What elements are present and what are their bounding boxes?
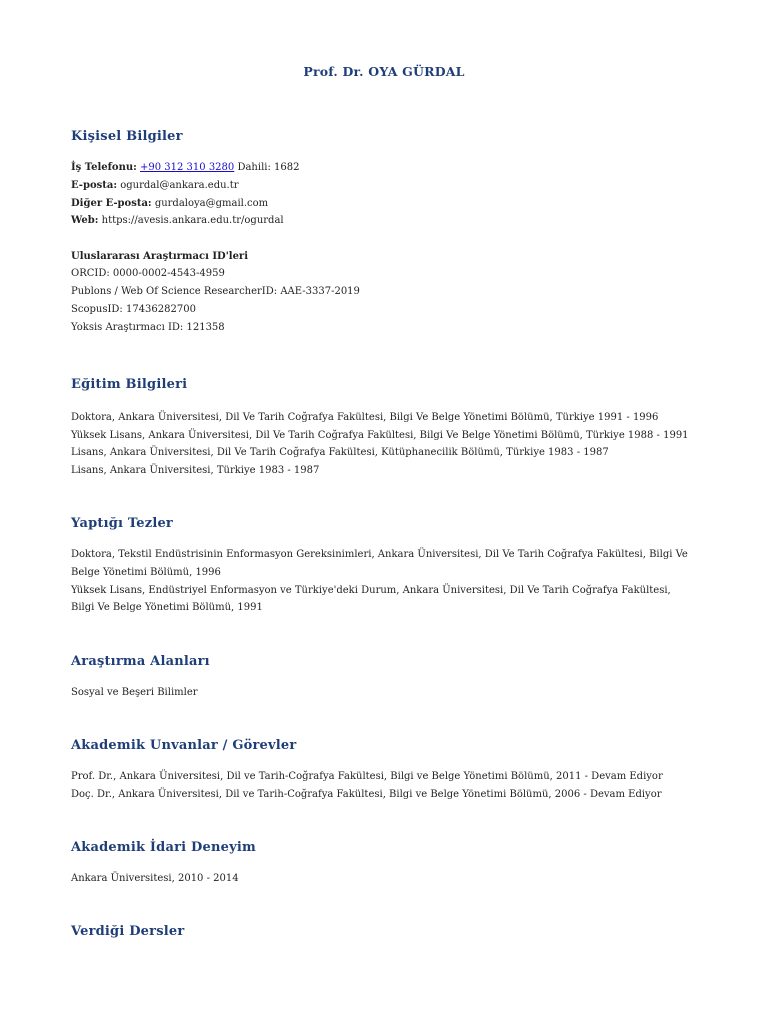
- title-item: Prof. Dr., Ankara Üniversitesi, Dil ve Tarih-Coğrafya Fakültesi, Bilgi ve Belge Yönetimi Bölümü, 2011 - Devam Ediyor: [71, 771, 663, 782]
- admin-item: Ankara Üniversitesi, 2010 - 2014: [71, 873, 239, 884]
- phone-ext: Dahili: 1682: [237, 162, 300, 173]
- phone-label: İş Telefonu:: [71, 162, 137, 173]
- section-heading-education: Eğitim Bilgileri: [71, 377, 188, 392]
- research-item: Sosyal ve Beşeri Bilimler: [71, 687, 198, 698]
- education-item: Lisans, Ankara Üniversitesi, Türkiye 1983 - 1987: [71, 465, 320, 476]
- other-email-label: Diğer E-posta:: [71, 198, 152, 209]
- phone-line: [71, 161, 299, 174]
- id-item: ScopusID: 17436282700: [71, 304, 196, 315]
- web-line: [71, 214, 284, 227]
- thesis-line: Doktora, Tekstil Endüstrisinin Enformasyon Gereksinimleri, Ankara Üniversitesi, Dil Ve Tarih Coğrafya Fakültesi, Bilgi Ve: [71, 549, 688, 560]
- ids-heading: Uluslararası Araştırmacı ID'leri: [71, 251, 248, 262]
- email-line: [71, 179, 239, 192]
- education-item: Lisans, Ankara Üniversitesi, Dil Ve Tarih Coğrafya Fakültesi, Kütüphanecilik Bölümü, Türkiye 1983 - 1987: [71, 447, 609, 458]
- email-label: E-posta:: [71, 180, 118, 191]
- section-heading-personal: Kişisel Bilgiler: [71, 129, 183, 144]
- web-label: Web:: [71, 215, 99, 226]
- thesis-line: Bilgi Ve Belge Yönetimi Bölümü, 1991: [71, 602, 263, 613]
- section-heading-titles: Akademik Unvanlar / Görevler: [71, 738, 297, 753]
- page-title: Prof. Dr. OYA GÜRDAL: [303, 64, 465, 79]
- section-heading-admin: Akademik İdari Deneyim: [71, 840, 256, 855]
- section-heading-courses: Verdiği Dersler: [71, 924, 185, 939]
- education-item: Doktora, Ankara Üniversitesi, Dil Ve Tarih Coğrafya Fakültesi, Bilgi Ve Belge Yönetimi Bölümü, Türkiye 1991 - 1996: [71, 412, 659, 423]
- thesis-line: Yüksek Lisans, Endüstriyel Enformasyon ve Türkiye'deki Durum, Ankara Üniversitesi, Dil Ve Tarih Coğrafya Fakültesi,: [71, 585, 671, 596]
- title-item: Doç. Dr., Ankara Üniversitesi, Dil ve Tarih-Coğrafya Fakültesi, Bilgi ve Belge Yönetimi Bölümü, 2006 - Devam Ediyor: [71, 789, 662, 800]
- section-heading-theses: Yaptığı Tezler: [71, 516, 173, 531]
- phone-link[interactable]: +90 312 310 3280: [140, 162, 235, 173]
- web-value: https://avesis.ankara.edu.tr/ogurdal: [101, 215, 284, 226]
- section-heading-research: Araştırma Alanları: [71, 654, 210, 669]
- other-email-value: gurdaloya@gmail.com: [154, 198, 269, 209]
- email-value: ogurdal@ankara.edu.tr: [120, 180, 239, 191]
- id-item: ORCID: 0000-0002-4543-4959: [71, 268, 225, 279]
- other-email-line: [71, 197, 268, 210]
- thesis-line: Belge Yönetimi Bölümü, 1996: [71, 567, 221, 578]
- id-item: Yoksis Araştırmacı ID: 121358: [71, 322, 225, 333]
- id-item: Publons / Web Of Science ResearcherID: AAE-3337-2019: [71, 286, 360, 297]
- education-item: Yüksek Lisans, Ankara Üniversitesi, Dil Ve Tarih Coğrafya Fakültesi, Bilgi Ve Belge Yönetimi Bölümü, Türkiye 1988 - 1991: [71, 430, 689, 441]
